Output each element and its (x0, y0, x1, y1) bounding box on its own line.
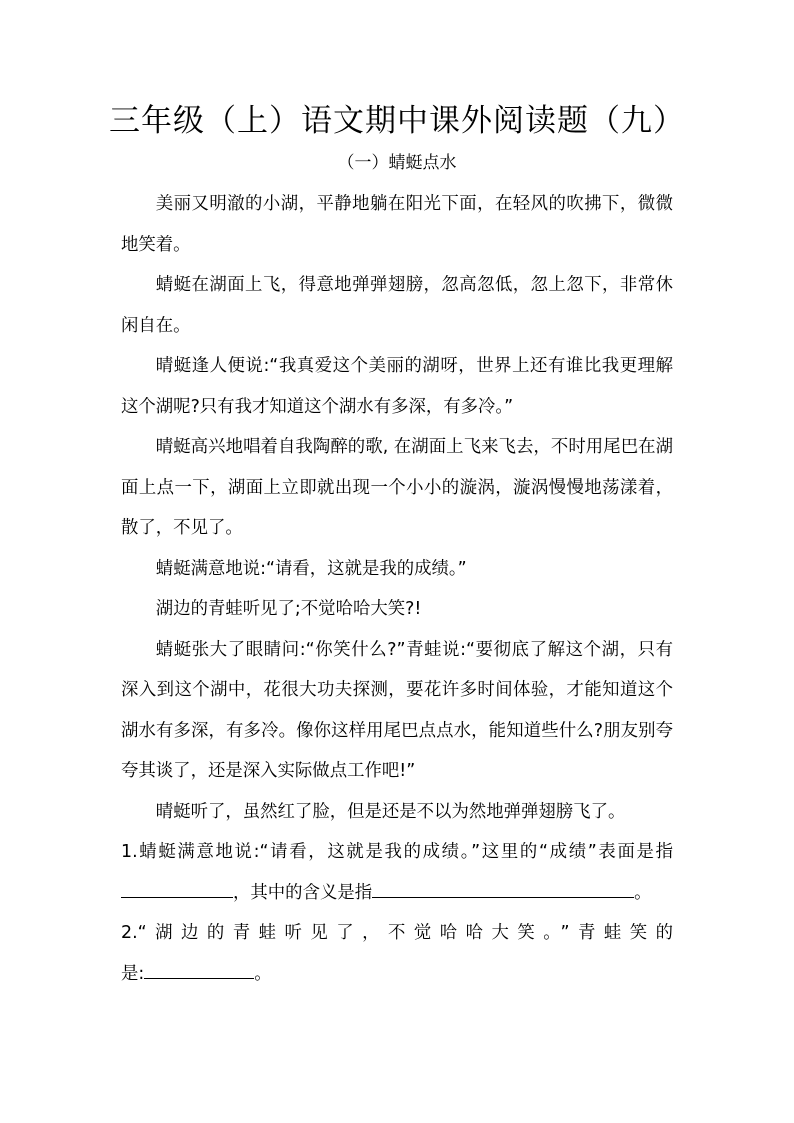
paragraph-1: 美丽又明澈的小湖，平静地躺在阳光下面，在轻风的吹拂下，微微地笑着。 (121, 194, 673, 255)
paragraph-8: 晴蜓听了，虽然红了脸，但是还是不以为然地弹弹翅膀飞了。 (155, 801, 626, 822)
answer-blank-2[interactable] (144, 958, 254, 978)
paragraph-5: 蜻蜓满意地说:“请看，这就是我的成绩。” (155, 558, 467, 579)
question-1 (121, 832, 673, 913)
answer-blank-1a[interactable] (121, 877, 233, 897)
question-2-suffix: 。 (254, 963, 272, 984)
passage-body (121, 184, 673, 994)
paragraph-3: 晴蜓逢人便说:“我真爱这个美丽的湖呀，世界上还有谁比我更理解这个湖呢?只有我才知道这个湖水有多深，有多冷。” (121, 356, 673, 417)
question-2-line-1: 2.“湖边的青蛙听见了，不觉哈哈大笑。”青蛙笑的 (121, 923, 673, 943)
question-1-suffix: 。 (634, 882, 652, 903)
paragraph-6: 湖边的青蛙听见了;不觉哈哈大笑?! (155, 599, 422, 619)
question-1-middle: ，其中的含义是指 (233, 882, 373, 903)
answer-blank-1b[interactable] (372, 877, 634, 897)
question-1-prefix: 1.蜻蜓满意地说:“请看，这就是我的成绩。”这里的“成绩”表面是指 (121, 842, 673, 862)
paragraph-4: 晴蜓高兴地唱着自我陶醉的歌, 在湖面上飞来飞去，不时用尾巴在湖面上点一下，湖面上立即就出现一个小小的漩涡，漩涡慢慢地荡漾着，散了，不见了。 (121, 437, 673, 538)
passage-title: （一）蜻蜓点水 (337, 153, 457, 173)
paragraph-2: 蜻蜓在湖面上飞，得意地弹弹翅膀，忽高忽低，忽上忽下，非常休闲自在。 (121, 275, 673, 336)
paragraph-7: 蜻蜓张大了眼睛问:“你笑什么?”青蛙说:“要彻底了解这个湖，只有深入到这个湖中，花很大功夫探测，要花许多时间体验，才能知道这个湖水有多深，有多冷。像你这样用尾巴点点水，能知道些什么?朋友别夸夸其谈了，还是深入实际做点工作吧!” (121, 639, 673, 781)
question-2-line-2 (121, 954, 673, 995)
question-2-prefix: 是: (121, 963, 145, 984)
page-title: 三年级（上）语文期中课外阅读题（九） (109, 103, 685, 139)
